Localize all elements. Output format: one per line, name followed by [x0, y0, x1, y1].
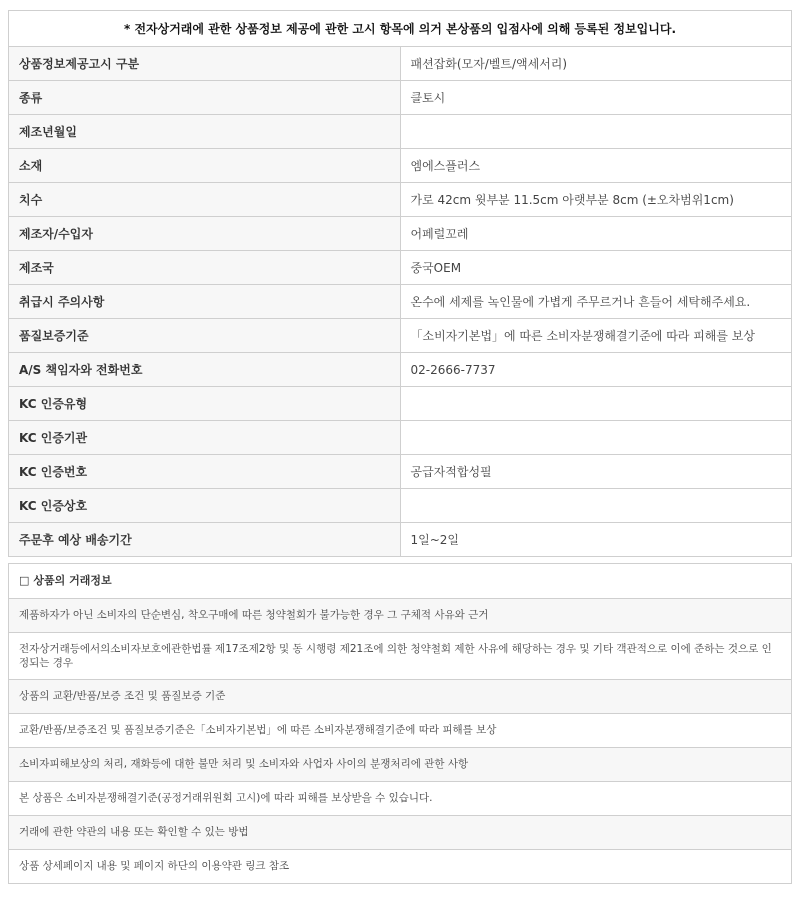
trade-question: 제품하자가 아닌 소비자의 단순변심, 착오구매에 따른 청약철회가 불가능한 경우 그 구체적 사유와 근거 — [9, 599, 791, 633]
info-value: 공급자적합성필 — [400, 455, 792, 489]
trade-info-body — [9, 599, 791, 883]
trade-info-title-text: 상품의 거래정보 — [33, 574, 112, 587]
info-value: 어페럴꼬레 — [400, 217, 792, 251]
info-value: 중국OEM — [400, 251, 792, 285]
info-value: 가로 42cm 윗부분 11.5cm 아랫부분 8cm (±오차범위1cm) — [400, 183, 792, 217]
product-info-body — [9, 47, 792, 557]
info-label: 소재 — [9, 149, 401, 183]
info-label: 제조년월일 — [9, 115, 401, 149]
info-label: 주문후 예상 배송기간 — [9, 523, 401, 557]
info-value — [400, 115, 792, 149]
info-row — [9, 455, 792, 489]
checkbox-square-icon: □ — [19, 574, 30, 587]
info-label: KC 인증번호 — [9, 455, 401, 489]
info-row — [9, 353, 792, 387]
info-value: 패션잡화(모자/벨트/액세서리) — [400, 47, 792, 81]
info-value — [400, 489, 792, 523]
info-label: 치수 — [9, 183, 401, 217]
info-value — [400, 387, 792, 421]
info-row — [9, 387, 792, 421]
trade-info-title — [9, 564, 791, 599]
info-row — [9, 319, 792, 353]
product-info-container — [8, 10, 792, 884]
notice-text: * 전자상거래에 관한 상품정보 제공에 관한 고시 항목에 의거 본상품의 입점사에 의해 등록된 정보입니다. — [9, 11, 792, 47]
info-row — [9, 115, 792, 149]
info-row — [9, 217, 792, 251]
info-row — [9, 81, 792, 115]
info-value — [400, 421, 792, 455]
info-value: 1일~2일 — [400, 523, 792, 557]
info-label: KC 인증유형 — [9, 387, 401, 421]
info-label: A/S 책임자와 전화번호 — [9, 353, 401, 387]
notice-row — [9, 11, 792, 47]
trade-question: 소비자피해보상의 처리, 재화등에 대한 불만 처리 및 소비자와 사업자 사이의 분쟁처리에 관한 사항 — [9, 748, 791, 782]
info-label: KC 인증상호 — [9, 489, 401, 523]
info-row — [9, 489, 792, 523]
info-value: 클토시 — [400, 81, 792, 115]
info-label: 종류 — [9, 81, 401, 115]
info-label: 상품정보제공고시 구분 — [9, 47, 401, 81]
trade-answer: 교환/반품/보증조건 및 품질보증기준은「소비자기본법」에 따른 소비자분쟁해결기준에 따라 피해를 보상 — [9, 714, 791, 748]
info-label: 취급시 주의사항 — [9, 285, 401, 319]
info-value: 온수에 세제를 녹인물에 가볍게 주무르거나 흔들어 세탁해주세요. — [400, 285, 792, 319]
info-label: KC 인증기관 — [9, 421, 401, 455]
info-value: 「소비자기본법」에 따른 소비자분쟁해결기준에 따라 피해를 보상 — [400, 319, 792, 353]
trade-answer: 상품 상세페이지 내용 및 페이지 하단의 이용약관 링크 참조 — [9, 850, 791, 883]
info-label: 제조국 — [9, 251, 401, 285]
product-info-table — [8, 10, 792, 557]
info-row — [9, 285, 792, 319]
trade-answer: 본 상품은 소비자분쟁해결기준(공정거래위원회 고시)에 따라 피해를 보상받을 수 있습니다. — [9, 782, 791, 816]
info-label: 제조자/수입자 — [9, 217, 401, 251]
info-row — [9, 149, 792, 183]
info-row — [9, 183, 792, 217]
trade-question: 거래에 관한 약관의 내용 또는 확인할 수 있는 방법 — [9, 816, 791, 850]
trade-info-section — [8, 563, 792, 884]
trade-question: 상품의 교환/반품/보증 조건 및 품질보증 기준 — [9, 680, 791, 714]
info-value: 엠에스플러스 — [400, 149, 792, 183]
info-label: 품질보증기준 — [9, 319, 401, 353]
info-row — [9, 47, 792, 81]
info-value: 02-2666-7737 — [400, 353, 792, 387]
info-row — [9, 251, 792, 285]
info-row — [9, 523, 792, 557]
info-row — [9, 421, 792, 455]
trade-answer: 전자상거래등에서의소비자보호에관한법률 제17조제2항 및 동 시행령 제21조에 의한 청약철회 제한 사유에 해당하는 경우 및 기타 객관적으로 이에 준하는 것으로 인정되는 경우 — [9, 633, 791, 680]
